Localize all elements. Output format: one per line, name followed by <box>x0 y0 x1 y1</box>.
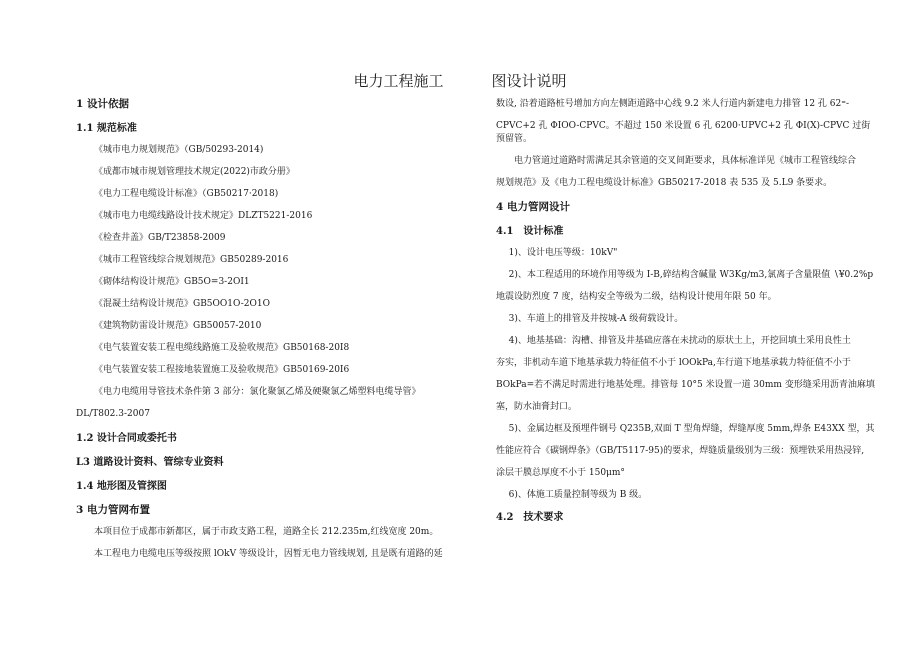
heading-layout: 3 电力管网布置 <box>76 504 150 516</box>
spec-item: 《城市电力电缆线路设计技术规定》DLZT5221-2016 <box>94 211 313 221</box>
right-column <box>496 98 876 524</box>
title-part-2: 图设计说明 <box>491 72 567 90</box>
standard-item-4-cont: 夯实，非机动车道下地基承载力特征值不小于 lOOkPa,车行道下地基承载力特征值不小于 <box>496 358 851 368</box>
standard-item-5-cont: 性能应符合《碳钢焊条》（GB/T5117-95)的要求，焊缝质量级别为三级：预埋铁采用热浸锌, <box>496 446 865 456</box>
text-line: CPVC+2 孔 ΦIOO-CPVC。不超过 150 米设置 6 孔 6200·UPVC+2 孔 ΦI(X)-CPVC 过街预留管。 <box>496 121 871 144</box>
standard-item-2-cont: 地震设防烈度 7 度，结构安全等级为二级，结构设计使用年限 50 年。 <box>496 292 777 302</box>
spec-item: 《城市电力规划规范》（GB/50293-2014) <box>94 145 264 155</box>
layout-paragraph-1: 本项目位于成都市新都区，属于市政支路工程，道路全长 212.235m,红线宽度 20m。 <box>94 527 439 537</box>
heading-design-standard: 4.1 设计标准 <box>496 226 564 237</box>
heading-specs: 1.1 规范标准 <box>76 123 137 134</box>
standard-item-4-cont: 塞，防水油膏封口。 <box>496 402 578 412</box>
spec-item: 《电力工程电缆设计标准》（GB50217·2018) <box>94 189 279 199</box>
title-part-1: 电力工程施工 <box>353 72 444 90</box>
heading-road-data: L3 道路设计资料、管综专业资料 <box>76 457 224 468</box>
standard-item-3: 3)、车道上的排管及井按城-A 级荷载设计。 <box>508 314 684 324</box>
standard-item-4-cont: BOkPa=若不满足时需进行地基处理。排管每 10°5 米设置一道 30mm 变形缝采用沥青油麻填 <box>496 380 875 390</box>
heading-design-basis: 1 设计依据 <box>76 98 129 110</box>
standard-item-6: 6)、体施工质量控制等级为 B 级。 <box>508 490 648 500</box>
standard-item-4: 4)、地基基础：沟槽、排管及井基础应落在未扰动的原状土上，开挖回填土采用良性土 <box>508 336 851 346</box>
spec-item: 《电气装置安装工程接地装置施工及验收规范》GB50169-20I6 <box>94 365 350 375</box>
heading-contract: 1.2 设计合同或委托书 <box>76 433 177 444</box>
standard-item-2: 2)、本工程适用的环境作用等级为 I-B,碎结构含碱量 W3Kg∕m3,氯离子含量限值 ∖¥0.2%p <box>508 270 874 280</box>
heading-terrain: 1.4 地形图及管探图 <box>76 481 167 492</box>
spec-item-continuation: DL/T802.3-2007 <box>76 409 150 419</box>
heading-tech-requirements: 4.2 技术要求 <box>496 512 564 523</box>
heading-grid-design: 4 电力管网设计 <box>496 201 570 213</box>
left-column <box>76 98 454 561</box>
spec-item: 《电力电缆用导管技术条件第 3 部分：氯化聚氯乙烯及硬聚氯乙烯塑料电缆导管》 <box>94 387 421 397</box>
standard-item-1: 1)、设计电压等级：10kV" <box>508 248 618 258</box>
spec-item: 《成都市城市规划管理技术规定(2022)市政分册》 <box>94 167 295 177</box>
text-line: 数设, 沿着道路桩号增加方向左侧距道路中心线 9.2 米人行道内新建电力排管 12 孔 62⁼- <box>496 99 850 109</box>
spec-item: 《建筑物防雷设计规范》GB50057-2010 <box>94 321 262 331</box>
spec-item: 《城市工程管线综合规划规范》GB50289-2016 <box>94 255 289 265</box>
spec-item: 《检查井盖》GB/T23858-2009 <box>94 233 226 243</box>
spec-item: 《混凝土结构设计规范》GB5OO1O-2O1O <box>94 299 270 309</box>
standard-item-5: 5)、金属边框及预埋件钢号 Q235B,双面 T 型角焊缝，焊缝厚度 5mm,焊条 E43XX 型，其 <box>508 424 875 434</box>
page-title <box>0 70 920 91</box>
spec-item: 《砌体结构设计规范》GB5O=3-2OI1 <box>94 277 250 287</box>
standard-item-5-cont: 涂层干膜总厚度不小于 150μm° <box>496 468 625 478</box>
text-line: 电力管道过道路时需满足其余管道的交叉间距要求，具体标准详见《城市工程管线综合 <box>514 156 857 166</box>
text-line: 规划规范》及《电力工程电缆设计标准》GB50217-2018 表 535 及 5.L9 条要求。 <box>496 178 833 188</box>
layout-paragraph-2: 本工程电力电缆电压等级按照 lOkV 等级设计，因暂无电力管线规划, 且是既有道路的延 <box>94 549 443 559</box>
spec-item: 《电气装置安装工程电缆线路施工及验收规范》GB50168-20I8 <box>94 343 350 353</box>
